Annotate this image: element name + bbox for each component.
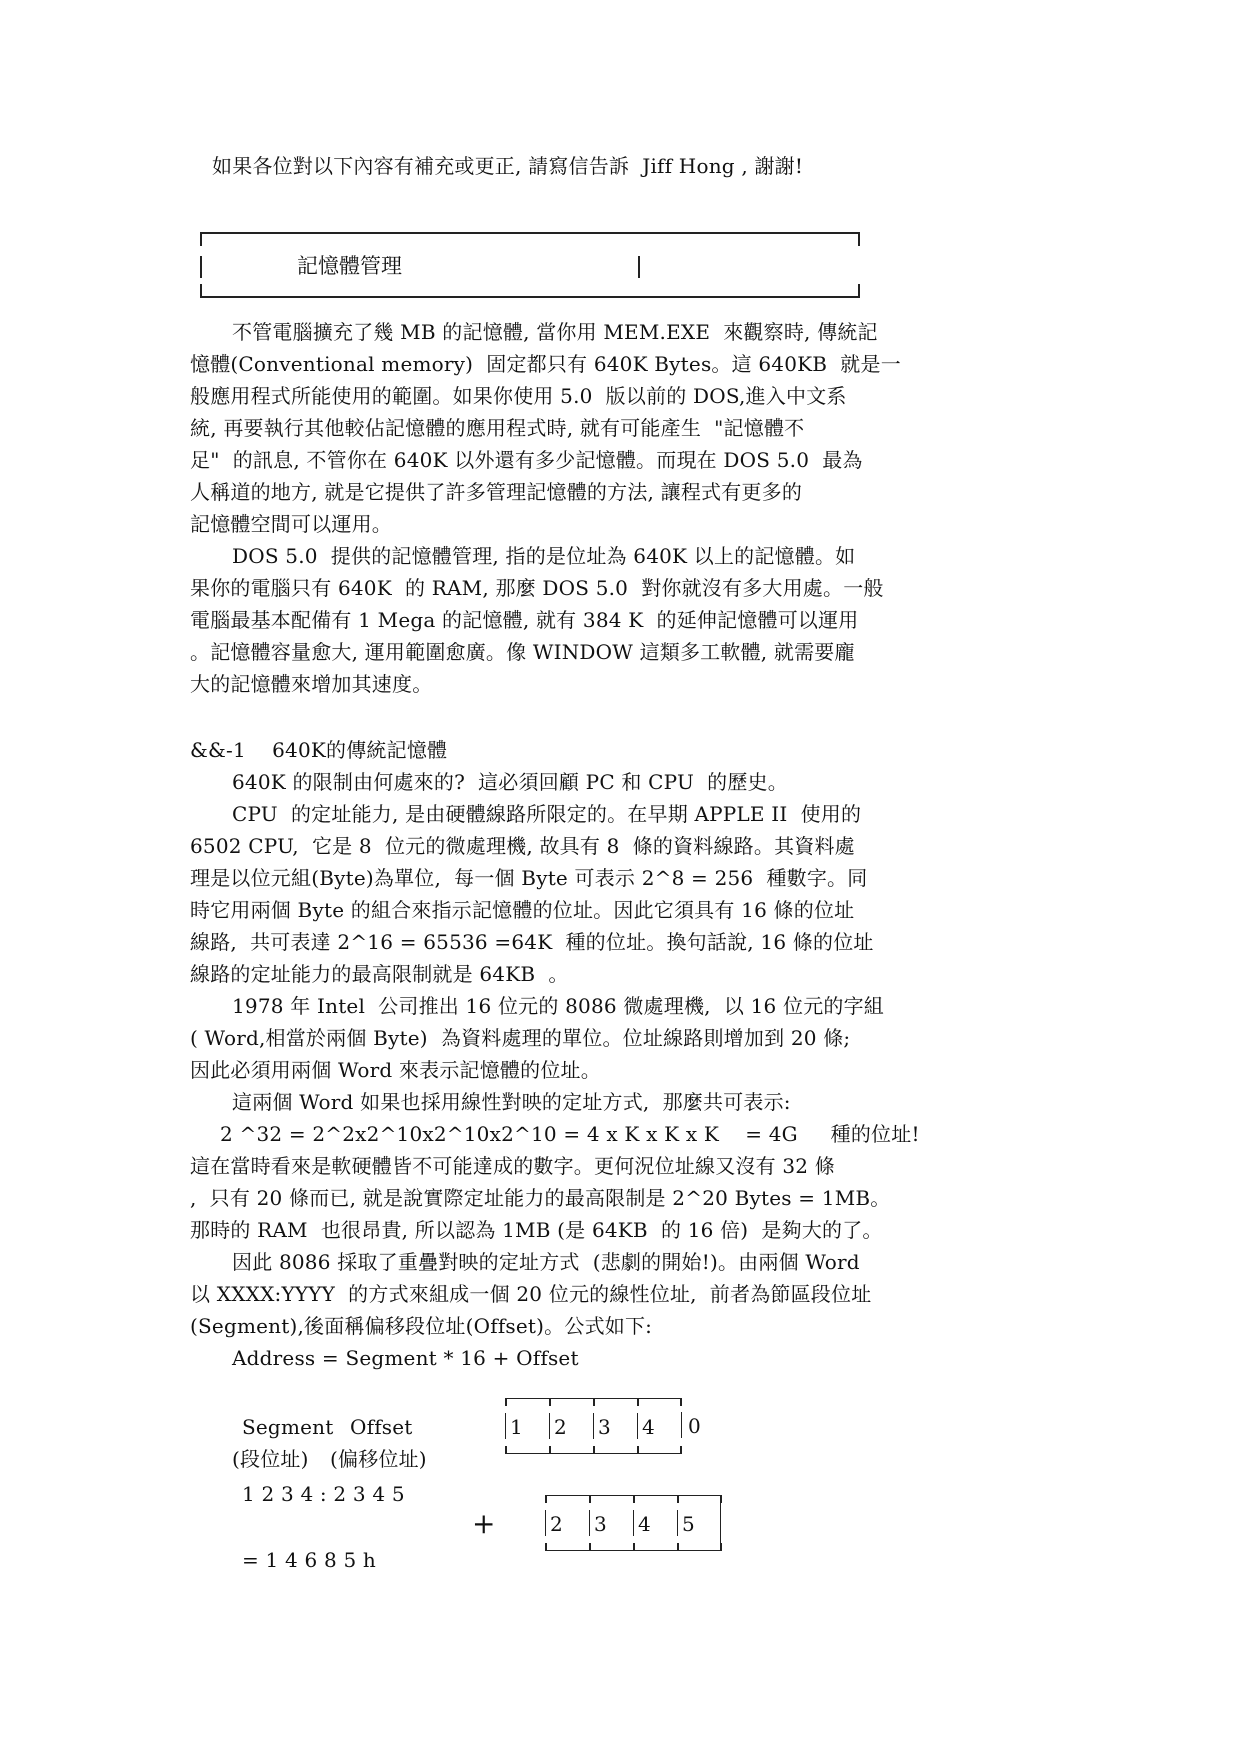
para4-line: CPU 的定址能力, 是由硬體線路所限定的。在早期 APPLE II 使用的 [232, 802, 862, 826]
para1-line: 記憶體空間可以運用。 [190, 512, 392, 536]
segment-cn-label: (段位址) [232, 1447, 309, 1471]
para8-line: 以 XXXX:YYYY 的方式來組成一個 20 位元的線性位址, 前者為節區段位址 [190, 1282, 872, 1306]
para3-line: 640K 的限制由何處來的? 這必須回顧 PC 和 CPU 的歷史。 [232, 770, 788, 794]
para1-line: 人稱道的地方, 就是它提供了許多管理記憶體的方法, 讓程式有更多的 [190, 480, 803, 504]
segment-label: Segment [242, 1415, 334, 1439]
para1-line: 憶體(Conventional memory) 固定都只有 640K Bytes。這 640KB 就是一 [190, 352, 901, 376]
offset-label: Offset [350, 1415, 413, 1439]
segment-cell: 1 [505, 1398, 549, 1454]
intro-line: 如果各位對以下內容有補充或更正, 請寫信告訴 Jiff Hong , 謝謝! [212, 154, 804, 178]
address-example: 1 2 3 4 : 2 3 4 5 [242, 1482, 405, 1506]
shift-zero: 0 [681, 1412, 701, 1438]
para1-line: 不管電腦擴充了幾 MB 的記憶體, 當你用 MEM.EXE 來觀察時, 傳統記 [232, 320, 878, 344]
para2-line: 大的記憶體來增加其速度。 [190, 672, 433, 696]
segment-cell: 4 [637, 1398, 681, 1454]
offset-cn-label: (偏移位址) [330, 1447, 427, 1471]
offset-cell: 2 [545, 1495, 589, 1551]
para2-line: 果你的電腦只有 640K 的 RAM, 那麼 DOS 5.0 對你就沒有多大用處。一般 [190, 576, 884, 600]
formula2-line: Address = Segment * 16 + Offset [232, 1346, 579, 1370]
para4-line: 理是以位元組(Byte)為單位, 每一個 Byte 可表示 2^8 = 256 種數字。同 [190, 866, 868, 890]
para1-line: 足" 的訊息, 不管你在 640K 以外還有多少記憶體。而現在 DOS 5.0 最為 [190, 448, 863, 472]
para2-line: 電腦最基本配備有 1 Mega 的記憶體, 就有 384 K 的延伸記憶體可以運用 [190, 608, 859, 632]
para4-line: 6502 CPU, 它是 8 位元的微處理機, 故具有 8 條的資料線路。其資料處 [190, 834, 855, 858]
offset-cell: 4 [633, 1495, 677, 1551]
address-result: = 1 4 6 8 5 h [242, 1548, 377, 1572]
section-heading: &&-1 640K的傳統記憶體 [190, 738, 448, 762]
title-box [200, 232, 860, 298]
para5-line: 因此必須用兩個 Word 來表示記憶體的位址。 [190, 1058, 601, 1082]
para7-line: 那時的 RAM 也很昂貴, 所以認為 1MB (是 64KB 的 16 倍) 是夠大的了。 [190, 1218, 883, 1242]
plus-sign: + [472, 1507, 496, 1540]
para8-line: (Segment),後面稱偏移段位址(Offset)。公式如下: [190, 1314, 653, 1338]
para5-line: 1978 年 Intel 公司推出 16 位元的 8086 微處理機, 以 16 位元的字組 [232, 994, 884, 1018]
offset-cell: 5 [677, 1495, 721, 1551]
para2-line: 。記憶體容量愈大, 運用範圍愈廣。像 WINDOW 這類多工軟體, 就需要龐 [190, 640, 855, 664]
para2-line: DOS 5.0 提供的記憶體管理, 指的是位址為 640K 以上的記憶體。如 [232, 544, 856, 568]
para6-line: 這兩個 Word 如果也採用線性對映的定址方式, 那麼共可表示: [232, 1090, 791, 1114]
para7-line: , 只有 20 條而已, 就是說實際定址能力的最高限制是 2^20 Bytes = 1MB。 [190, 1186, 891, 1210]
para7-line: 這在當時看來是軟硬體皆不可能達成的數字。更何況位址線又沒有 32 條 [190, 1154, 835, 1178]
offset-cell: 3 [589, 1495, 633, 1551]
para4-line: 線路, 共可表達 2^16 = 65536 =64K 種的位址。換句話說, 16 條的位址 [190, 930, 874, 954]
para1-line: 般應用程式所能使用的範圍。如果你使用 5.0 版以前的 DOS,進入中文系 [190, 384, 847, 408]
para4-line: 線路的定址能力的最高限制就是 64KB 。 [190, 962, 569, 986]
para5-line: ( Word,相當於兩個 Byte) 為資料處理的單位。位址線路則增加到 20 條; [190, 1026, 851, 1050]
para8-line: 因此 8086 採取了重疊對映的定址方式 (悲劇的開始!)。由兩個 Word [232, 1250, 860, 1274]
segment-cell: 3 [593, 1398, 637, 1454]
para4-line: 時它用兩個 Byte 的組合來指示記憶體的位址。因此它須具有 16 條的位址 [190, 898, 855, 922]
formula-line: 2 ^32 = 2^2x2^10x2^10x2^10 = 4 x K x K x K = 4G 種的位址! [220, 1122, 920, 1146]
box-title: 記憶體管理 [297, 254, 402, 278]
segment-cell: 2 [549, 1398, 593, 1454]
para1-line: 統, 再要執行其他較佔記憶體的應用程式時, 就有可能產生 "記憶體不 [190, 416, 805, 440]
